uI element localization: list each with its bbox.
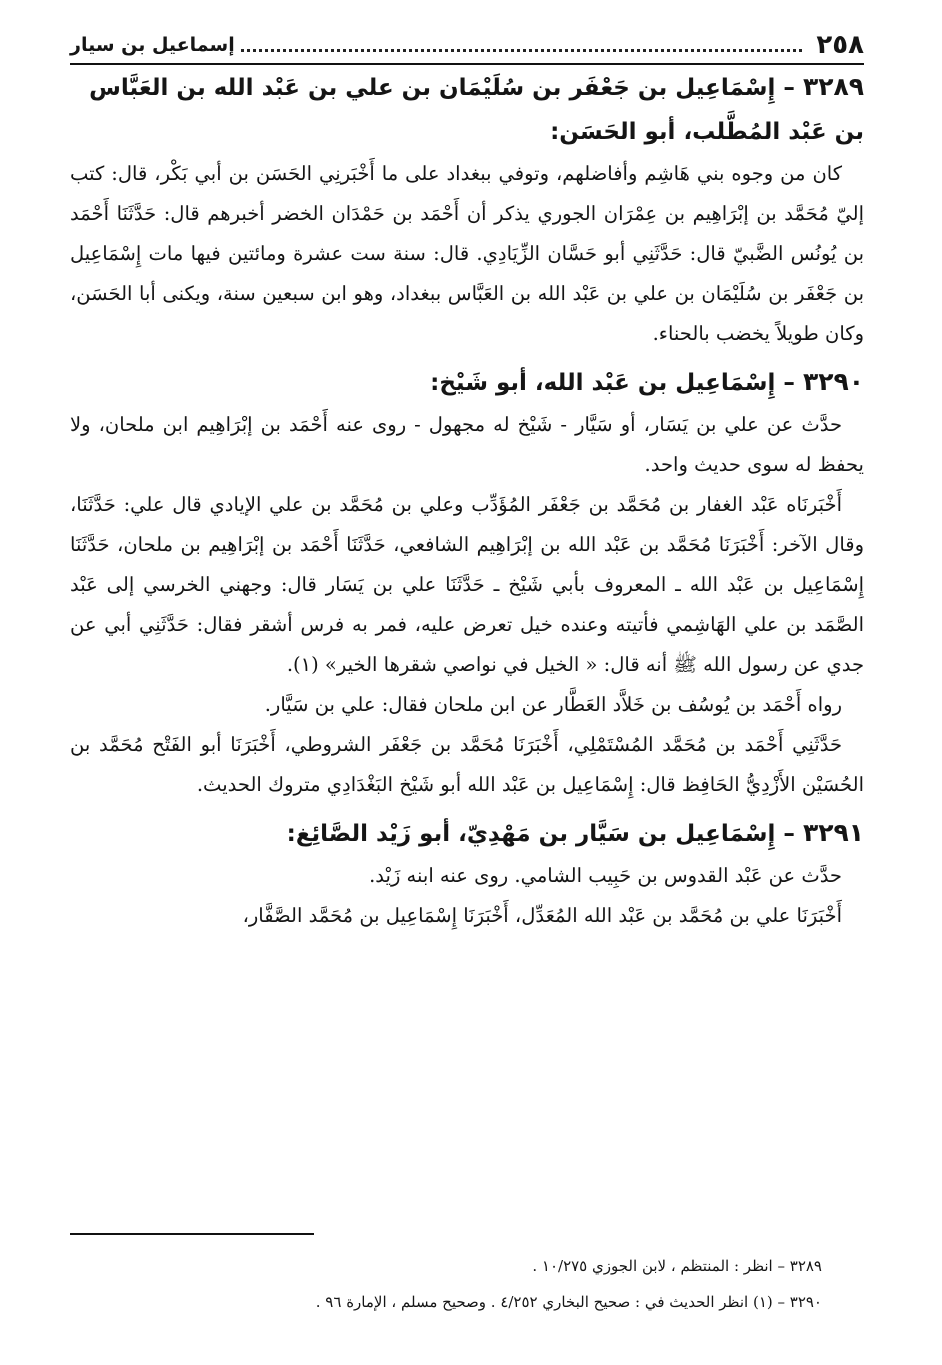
entry-paragraph: حدَّث عن عَبْد القدوس بن حَبِيب الشامي. روى عنه ابنه زَيْد.: [369, 864, 842, 887]
running-title: إسماعيل بن سيار: [70, 34, 235, 56]
footnote: ٣٢٩٠ – (١) انظر الحديث في : صحيح البخاري ٤/٢٥٢ . وصحيح مسلم ، الإمارة ٩٦ .: [315, 1293, 822, 1311]
entry-title: إِسْمَاعِيل بن عَبْد الله، أبو شَيْخ:: [430, 370, 776, 396]
entry-3289: [70, 65, 864, 354]
entry-heading: ٣٢٩١ – إِسْمَاعِيل بن سَيَّار بن مَهْدِيّ، أبو زَيْد الصَّائِغ:: [286, 818, 864, 847]
entry-number: ٣٢٩١: [802, 818, 864, 847]
entry-3291: [70, 811, 864, 936]
header-dot-leader: [241, 39, 803, 52]
footnote: ٣٢٨٩ – انظر : المنتظم ، لابن الجوزي ١٠/٢٧٥ .: [532, 1257, 822, 1275]
entry-paragraph: حدَّث عن علي بن يَسَار، أو سَيَّار - شَيْخ له مجهول - روى عنه أَحْمَد بن إبْرَاهِيم ابن ملحان، ولا يحفظ له سوى حديث واحد.: [70, 413, 864, 476]
entry-paragraph: حَدَّثَنِي أَحْمَد بن مُحَمَّد المُسْتَمْلِي، أَخْبَرَنَا مُحَمَّد بن جَعْفَر الشروطي، أَخْبَرَنَا أبو الفَتْح مُحَمَّد بن الحُسَيْن الأَزْدِيُّ الحَافِظ قال: إِسْمَاعِيل بن عَبْد الله أبو شَيْخ البَغْدَادِي متروك الحديث.: [70, 733, 864, 796]
entry-paragraph: أَخْبَرنَاه عَبْد الغفار بن مُحَمَّد بن جَعْفَر المُؤَدِّب وعلي بن مُحَمَّد بن علي الإيادي قال علي: حَدَّثَنَا، وقال الآخر: أَخْبَرَنَا مُحَمَّد بن عَبْد الله بن إبْرَاهِيم الشافعي، حَدَّثَنَا أَحْمَد بن إبْرَاهِيم بن ملحان، حَدَّثَنَا إِسْمَاعِيل بن عَبْد الله ـ المعروف بأبي شَيْخ ـ حَدَّثَنَا علي بن يَسَار قال: وجهني الخرسي إلى عَبْد الصَّمَد بن علي الهَاشِمي فأتيته وعنده خيل تعرض عليه، فمر به فرس أشقر فقال: حَدَّثَنِي أبي عن جدي عن رسول الله ﷺ أنه قال: « الخيل في نواصي شقرها الخير» (١).: [70, 493, 864, 676]
entry-paragraph: أَخْبَرَنَا علي بن مُحَمَّد بن عَبْد الله المُعَدِّل، أَخْبَرَنَا إِسْمَاعِيل بن مُحَمَّد الصَّفَّار،: [242, 904, 842, 927]
entry-heading: ٣٢٨٩ – إِسْمَاعِيل بن جَعْفَر بن سُلَيْمَان بن علي بن عَبْد الله بن العَبَّاس بن عَبْد المُطَّلب، أبو الحَسَن:: [89, 72, 864, 145]
footnotes: [80, 1248, 822, 1320]
page-number: ٢٥٨: [816, 30, 864, 60]
entry-heading: ٣٢٩٠ – إِسْمَاعِيل بن عَبْد الله، أبو شَيْخ:: [430, 367, 864, 396]
entry-number: ٣٢٩٠: [802, 367, 864, 396]
entry-3290: [70, 360, 864, 805]
footnote-separator: [70, 1233, 314, 1235]
entry-title: إِسْمَاعِيل بن جَعْفَر بن سُلَيْمَان بن علي بن عَبْد الله بن العَبَّاس بن عَبْد المُطَّلب، أبو الحَسَن:: [89, 75, 864, 145]
entry-paragraph: كان من وجوه بني هَاشِم وأفاضلهم، وتوفي ببغداد على ما أَخْبَرنِي الحَسَن بن أبي بَكْر، قال: كتب إليّ مُحَمَّد بن إبْرَاهِيم بن عِمْرَان الجوري يذكر أن أَحْمَد بن حَمْدَان الخضر أخبرهم قال: حَدَّثَنَا أَحْمَد بن يُونُس الضَّبيّ قال: حَدَّثَنِي أبو حَسَّان الزِّيَادِي. قال: سنة ست عشرة ومائتين فيها مات إِسْمَاعِيل بن جَعْفَر بن سُلَيْمَان بن علي بن عَبْد الله بن العَبَّاس ببغداد، وهو ابن سبعين سنة، ويكنى أبا الحَسَن، وكان طويلاً يخضب بالحناء.: [70, 162, 864, 345]
running-header: [70, 30, 864, 65]
entry-number: ٣٢٨٩: [802, 72, 864, 101]
entry-title: إِسْمَاعِيل بن سَيَّار بن مَهْدِيّ، أبو زَيْد الصَّائِغ:: [286, 821, 776, 847]
entry-paragraph: رواه أَحْمَد بن يُوسُف بن خَلاَّد العَطَّار عن ابن ملحان فقال: علي بن سَيَّار.: [264, 693, 842, 716]
